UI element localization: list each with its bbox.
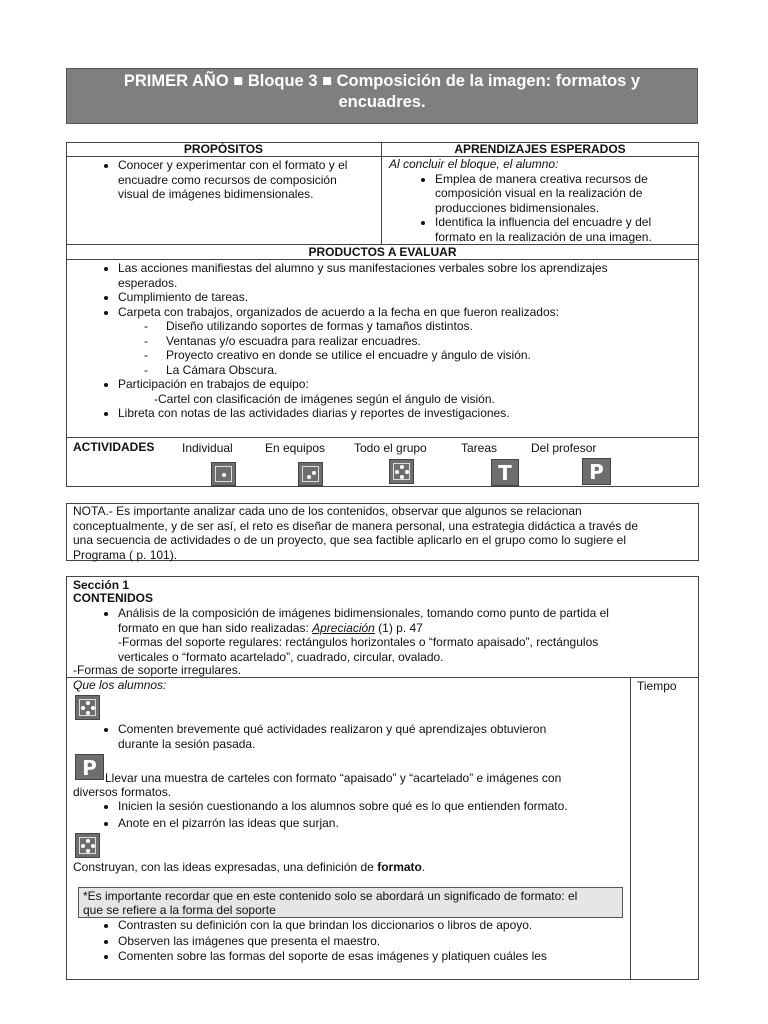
aprendizaje-item: • Identifica la influencia del encuadre y del formato en la realización de una imagen.	[435, 215, 694, 244]
tiempo-label: Tiempo	[637, 679, 677, 693]
aprendizajes-intro: Al concluir el bloque, el alumno:	[389, 157, 559, 171]
contenido-line: -Formas de soporte irregulares.	[73, 663, 242, 677]
grupo-icon	[75, 833, 100, 858]
productos-header: PRODUCTOS A EVALUAR	[308, 245, 457, 259]
nota-line: una secuencia de actividades o de un proyecto, que sea factible aplicarlo en el grupo como lo sugiere el	[73, 533, 627, 547]
contenidos-title: CONTENIDOS	[73, 591, 154, 605]
note-line: que se refiere a la forma del soporte	[83, 903, 276, 917]
productos-divider-bottom	[66, 259, 699, 260]
profesor-icon: P	[582, 458, 611, 485]
aprendizajes-cell	[389, 157, 694, 244]
title-line-2: encuadres.	[338, 93, 426, 111]
contenido-line: verticales o “formato acartelado”, cuadrado, circular, ovalado.	[118, 649, 444, 664]
actividad-item: • Observen las imágenes que presenta el maestro.	[118, 934, 626, 949]
producto-item: • Participación en trabajos de equipo:	[118, 377, 699, 392]
nota-line: NOTA.- Es importante analizar cada uno de los contenidos, observar que algunos se relacionan	[73, 504, 582, 518]
title-line-1: PRIMER AÑO ■ Bloque 3 ■ Composición de la imagen: formatos y	[123, 72, 641, 90]
actividad-list-2	[66, 799, 626, 830]
aprendizaje-item: • Emplea de manera creativa recursos de composición visual en la realización de producciones bidimensionales.	[435, 172, 694, 216]
productos-list	[66, 261, 699, 421]
propositos-header: PROPÓSITOS	[183, 142, 264, 156]
actividad-list-3	[66, 918, 626, 964]
actividad-profesor-label: Del profesor	[531, 441, 597, 455]
actividad-text: Construyan, con las ideas expresadas, una definición de formato.	[73, 860, 426, 874]
page-title	[66, 68, 698, 124]
contenidos-list	[66, 606, 699, 664]
seccion-title: Sección 1	[73, 578, 130, 592]
actividad-individual-label: Individual	[182, 441, 233, 455]
profesor-icon: P	[75, 754, 104, 780]
contenido-item: • Análisis de la composición de imágenes bidimensionales, tomando como punto de partida el formato en que han sido realizadas: Apreciación (1) p. 47	[118, 606, 699, 635]
actividad-tareas-label: Tareas	[461, 441, 498, 455]
note-line: *Es importante recordar que en este contenido solo se abordará un significado de formato: el	[83, 889, 578, 903]
tiempo-divider	[630, 677, 631, 980]
actividad-item: • Inicien la sesión cuestionando a los alumnos sobre qué es lo que entienden formato.	[118, 799, 626, 814]
actividades-label: ACTIVIDADES	[73, 440, 155, 454]
aprendizajes-header: APRENDIZAJES ESPERADOS	[454, 142, 626, 156]
actividad-item: • Comenten brevemente qué actividades realizaron y qué aprendizajes obtuvieron durante la sesión pasada.	[118, 722, 626, 751]
individual-icon	[211, 462, 236, 486]
producto-subitem: -Cartel con clasificación de imágenes según el ángulo de visión.	[154, 391, 495, 406]
grupo-icon	[75, 695, 100, 720]
producto-item: • Cumplimiento de tareas.	[118, 290, 699, 305]
nota-line: Programa ( p. 101).	[73, 547, 178, 562]
nota-box	[66, 503, 699, 561]
producto-item: • Las acciones manifiestas del alumno y sus manifestaciones verbales sobre los aprendizajes esperados.	[118, 261, 699, 290]
propositos-list	[66, 158, 381, 202]
nota-line: conceptualmente, y de ser así, el reto es diseñar de manera personal, una estrategia didáctica a través de	[73, 518, 638, 533]
actividades-divider	[66, 437, 699, 438]
actividad-list-1	[66, 722, 626, 751]
producto-subitem: - Diseño utilizando soportes de formas y tamaños distintos.	[166, 319, 699, 334]
actividad-equipos-label: En equipos	[265, 441, 326, 455]
tareas-icon: T	[491, 459, 519, 486]
que-los-alumnos: Que los alumnos:	[73, 678, 167, 692]
equipos-icon	[298, 462, 323, 486]
formato-bold: formato	[377, 860, 422, 874]
actividad-item: • Anote en el pizarrón las ideas que surjan.	[118, 816, 626, 831]
proposito-item: • Conocer y experimentar con el formato y el encuadre como recursos de composición visual de imágenes bidimensionales.	[118, 158, 381, 202]
column-divider	[381, 142, 382, 245]
contenido-line: -Formas del soporte regulares: rectángulos horizontales o “formato apaisado”, rectángulos	[118, 635, 599, 649]
apreciacion-link: Apreciación	[312, 620, 375, 635]
grupo-icon	[389, 459, 414, 484]
producto-subitem: - La Cámara Obscura.	[166, 363, 699, 378]
actividad-item: • Comenten sobre las formas del soporte de esas imágenes y platiquen cuáles les	[118, 949, 626, 964]
actividad-text: diversos formatos.	[73, 785, 172, 799]
formato-note-box	[78, 887, 623, 918]
producto-subitem: - Proyecto creativo en donde se utilice el encuadre y ángulo de visión.	[166, 348, 699, 363]
producto-item: • Libreta con notas de las actividades diarias y reportes de investigaciones.	[118, 406, 699, 421]
actividad-grupo-label: Todo el grupo	[354, 441, 427, 455]
actividad-text: Llevar una muestra de carteles con formato “apaisado” y “acartelado” e imágenes con	[105, 771, 562, 785]
producto-item: • Carpeta con trabajos, organizados de acuerdo a la fecha en que fueron realizados:	[118, 305, 699, 320]
producto-subitem: - Ventanas y/o escuadra para realizar encuadres.	[166, 334, 699, 349]
actividad-item: • Contrasten su definición con la que brindan los diccionarios o libros de apoyo.	[118, 918, 626, 933]
